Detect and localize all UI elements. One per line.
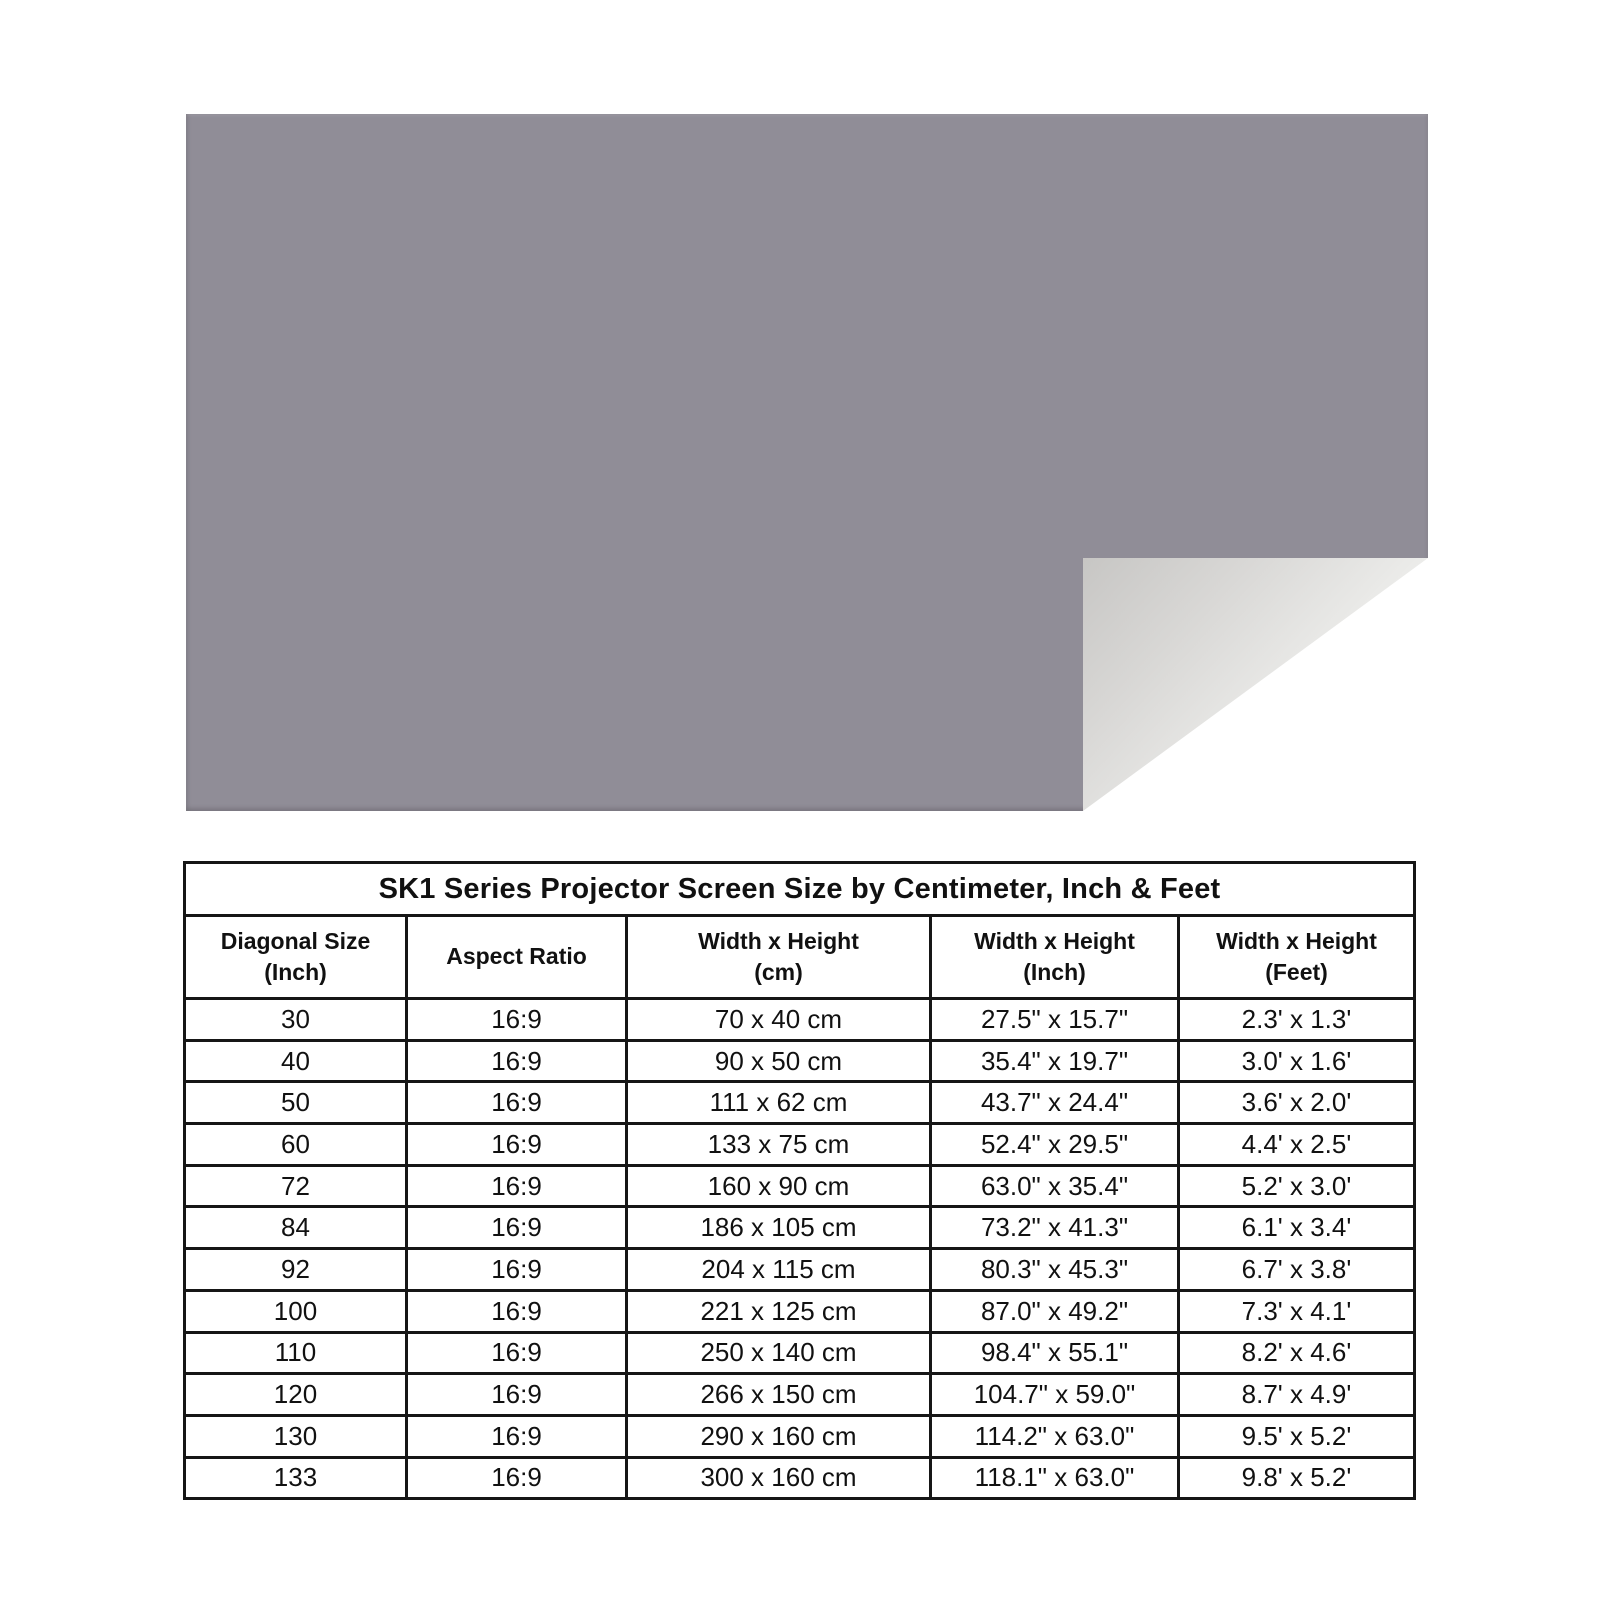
column-header-line: (Inch): [1023, 959, 1086, 985]
table-row: [185, 1082, 1415, 1124]
table-cell: 16:9: [407, 999, 627, 1041]
table-cell: 2.3' x 1.3': [1179, 999, 1415, 1041]
table-cell: 98.4" x 55.1": [931, 1332, 1179, 1374]
table-cell: 118.1" x 63.0": [931, 1457, 1179, 1499]
table-row: [185, 1207, 1415, 1249]
table-cell: 204 x 115 cm: [627, 1249, 931, 1291]
table-cell: 9.5' x 5.2': [1179, 1415, 1415, 1457]
table-cell: 9.8' x 5.2': [1179, 1457, 1415, 1499]
table-cell: 100: [185, 1290, 407, 1332]
table-cell: 250 x 140 cm: [627, 1332, 931, 1374]
column-header-wxh-feet: [1179, 916, 1415, 999]
table-cell: 16:9: [407, 1207, 627, 1249]
table-cell: 30: [185, 999, 407, 1041]
table-cell: 160 x 90 cm: [627, 1165, 931, 1207]
table-cell: 4.4' x 2.5': [1179, 1124, 1415, 1166]
table-cell: 43.7" x 24.4": [931, 1082, 1179, 1124]
column-header-line: Width x Height: [974, 927, 1135, 954]
table-cell: 6.7' x 3.8': [1179, 1249, 1415, 1291]
table-cell: 52.4" x 29.5": [931, 1124, 1179, 1166]
table-cell: 50: [185, 1082, 407, 1124]
table-row: [185, 999, 1415, 1041]
table-cell: 63.0" x 35.4": [931, 1165, 1179, 1207]
column-header-wxh-inch: [931, 916, 1179, 999]
table-cell: 73.2" x 41.3": [931, 1207, 1179, 1249]
table-header-row: [185, 916, 1415, 999]
table-cell: 111 x 62 cm: [627, 1082, 931, 1124]
projector-screen-product-image: [186, 114, 1428, 811]
table-cell: 8.2' x 4.6': [1179, 1332, 1415, 1374]
size-table: [183, 861, 1416, 1500]
column-header-wxh-cm: [627, 916, 931, 999]
table-title-row: [185, 863, 1415, 916]
table-title: SK1 Series Projector Screen Size by Centimeter, Inch & Feet: [185, 863, 1415, 916]
table-cell: 221 x 125 cm: [627, 1290, 931, 1332]
table-cell: 16:9: [407, 1332, 627, 1374]
table-cell: 130: [185, 1415, 407, 1457]
table-cell: 70 x 40 cm: [627, 999, 931, 1041]
table-cell: 87.0" x 49.2": [931, 1290, 1179, 1332]
table-row: [185, 1124, 1415, 1166]
table-cell: 6.1' x 3.4': [1179, 1207, 1415, 1249]
table-row: [185, 1415, 1415, 1457]
column-header-aspect-ratio: [407, 916, 627, 999]
table-cell: 84: [185, 1207, 407, 1249]
table-cell: 92: [185, 1249, 407, 1291]
table-cell: 133: [185, 1457, 407, 1499]
column-header-line: Width x Height: [698, 927, 859, 954]
table-cell: 133 x 75 cm: [627, 1124, 931, 1166]
table-cell: 300 x 160 cm: [627, 1457, 931, 1499]
table-cell: 16:9: [407, 1249, 627, 1291]
table-cell: 5.2' x 3.0': [1179, 1165, 1415, 1207]
table-cell: 90 x 50 cm: [627, 1040, 931, 1082]
table-cell: 110: [185, 1332, 407, 1374]
table-cell: 16:9: [407, 1165, 627, 1207]
table-cell: 80.3" x 45.3": [931, 1249, 1179, 1291]
column-header-line: Width x Height: [1216, 927, 1377, 954]
table-cell: 290 x 160 cm: [627, 1415, 931, 1457]
table-row: [185, 1040, 1415, 1082]
table-cell: 16:9: [407, 1415, 627, 1457]
table-cell: 3.6' x 2.0': [1179, 1082, 1415, 1124]
table-cell: 104.7" x 59.0": [931, 1374, 1179, 1416]
table-row: [185, 1457, 1415, 1499]
table-cell: 8.7' x 4.9': [1179, 1374, 1415, 1416]
folded-corner-backing: [1083, 558, 1428, 811]
table-cell: 3.0' x 1.6': [1179, 1040, 1415, 1082]
column-header-line: Aspect Ratio: [446, 943, 587, 970]
table-cell: 16:9: [407, 1290, 627, 1332]
table-cell: 266 x 150 cm: [627, 1374, 931, 1416]
table-cell: 120: [185, 1374, 407, 1416]
column-header-line: (Feet): [1265, 959, 1328, 985]
table-row: [185, 1165, 1415, 1207]
column-header-line: Diagonal Size: [220, 927, 371, 954]
table-cell: 60: [185, 1124, 407, 1166]
table-row: [185, 1374, 1415, 1416]
table-row: [185, 1290, 1415, 1332]
table-cell: 35.4" x 19.7": [931, 1040, 1179, 1082]
table-row: [185, 1249, 1415, 1291]
table-row: [185, 1332, 1415, 1374]
table-cell: 16:9: [407, 1040, 627, 1082]
table-cell: 7.3' x 4.1': [1179, 1290, 1415, 1332]
table-cell: 27.5" x 15.7": [931, 999, 1179, 1041]
table-cell: 72: [185, 1165, 407, 1207]
column-header-line: (Inch): [264, 959, 327, 985]
table-cell: 16:9: [407, 1082, 627, 1124]
table-cell: 16:9: [407, 1374, 627, 1416]
table-cell: 114.2" x 63.0": [931, 1415, 1179, 1457]
table-cell: 40: [185, 1040, 407, 1082]
table-cell: 186 x 105 cm: [627, 1207, 931, 1249]
column-header-line: (cm): [754, 959, 803, 985]
table-cell: 16:9: [407, 1124, 627, 1166]
table-cell: 16:9: [407, 1457, 627, 1499]
column-header-diagonal-size: [185, 916, 407, 999]
screen-fabric-front: [186, 114, 1428, 811]
